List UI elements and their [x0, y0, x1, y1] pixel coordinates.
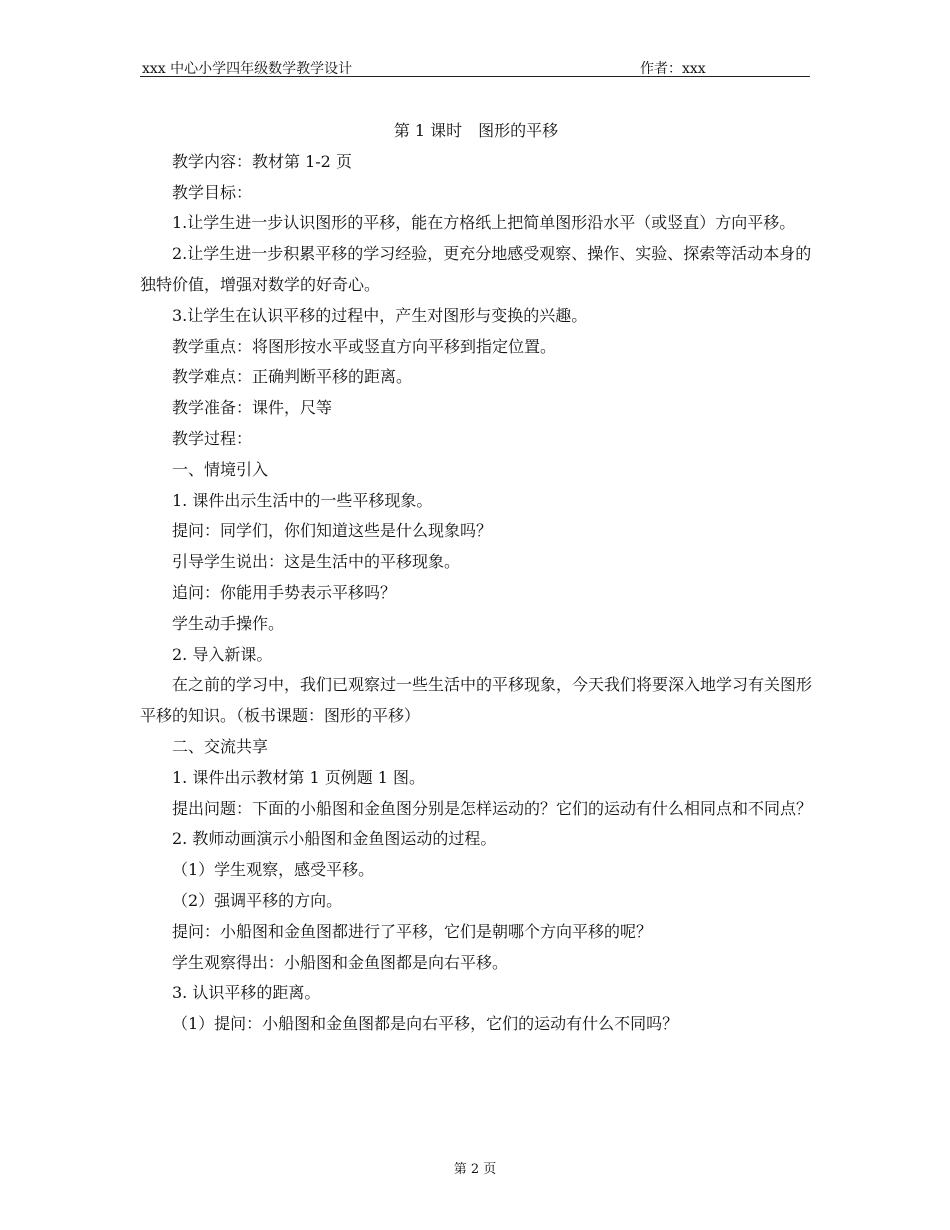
- paragraph-objective-1: 1.让学生进一步认识图形的平移，能在方格纸上把简单图形沿水平（或竖直）方向平移。: [172, 213, 796, 233]
- paragraph: 学生观察得出：小船图和金鱼图都是向右平移。: [172, 952, 509, 972]
- page-header: [140, 56, 810, 77]
- paragraph: （1）学生观察，感受平移。: [172, 860, 375, 880]
- paragraph: 2. 教师动画演示小船图和金鱼图运动的过程。: [172, 829, 497, 849]
- paragraph-objective-2: 2.让学生进一步积累平移的学习经验，更充分地感受观察、操作、实验、探索等活动本身的独特价值，增强对数学的好奇心。: [140, 244, 812, 294]
- paragraph: 提问：同学们，你们知道这些是什么现象吗？: [172, 521, 493, 541]
- paragraph-teaching-content: 教学内容：教材第 1-2 页: [172, 151, 352, 171]
- section-heading-1: 一、情境引入: [172, 459, 269, 479]
- page-number: 第 2 页: [453, 1162, 497, 1177]
- paragraph: （1）提问：小船图和金鱼图都是向右平移，它们的运动有什么不同吗？: [172, 1014, 679, 1034]
- lesson-title: 第 1 课时 图形的平移: [393, 121, 559, 140]
- paragraph-key-point: 教学重点：将图形按水平或竖直方向平移到指定位置。: [172, 336, 557, 356]
- paragraph-difficulty: 教学难点：正确判断平移的距离。: [172, 367, 413, 387]
- paragraph: 提问：小船图和金鱼图都进行了平移，它们是朝哪个方向平移的呢？: [172, 921, 653, 941]
- paragraph: 追问：你能用手势表示平移吗？: [172, 582, 397, 602]
- paragraph: 2. 导入新课。: [172, 644, 273, 664]
- paragraph: 引导学生说出：这是生活中的平移现象。: [172, 552, 461, 572]
- paragraph: 1. 课件出示教材第 1 页例题 1 图。: [172, 767, 426, 787]
- paragraph: （2）强调平移的方向。: [172, 890, 343, 910]
- paragraph: 1. 课件出示生活中的一些平移现象。: [172, 490, 433, 510]
- header-document-title: xxx 中心小学四年级数学教学设计: [142, 61, 353, 77]
- paragraph-objective-3: 3.让学生在认识平移的过程中，产生对图形与变换的兴趣。: [172, 305, 588, 325]
- document-body: [140, 116, 812, 1040]
- paragraph-process-heading: 教学过程：: [172, 428, 253, 448]
- paragraph: 提出问题：下面的小船图和金鱼图分别是怎样运动的？它们的运动有什么相同点和不同点？: [172, 798, 813, 818]
- paragraph: 在之前的学习中，我们已观察过一些生活中的平移现象，今天我们将要深入地学习有关图形平移的知识。（板书课题：图形的平移）: [140, 675, 813, 726]
- paragraph-preparation: 教学准备：课件，尺等: [172, 398, 333, 418]
- paragraph: 3. 认识平移的距离。: [172, 983, 321, 1003]
- header-author: 作者：xxx: [640, 61, 706, 77]
- paragraph: 学生动手操作。: [172, 613, 285, 633]
- paragraph-objectives-heading: 教学目标：: [172, 182, 253, 202]
- section-heading-2: 二、交流共享: [172, 736, 269, 756]
